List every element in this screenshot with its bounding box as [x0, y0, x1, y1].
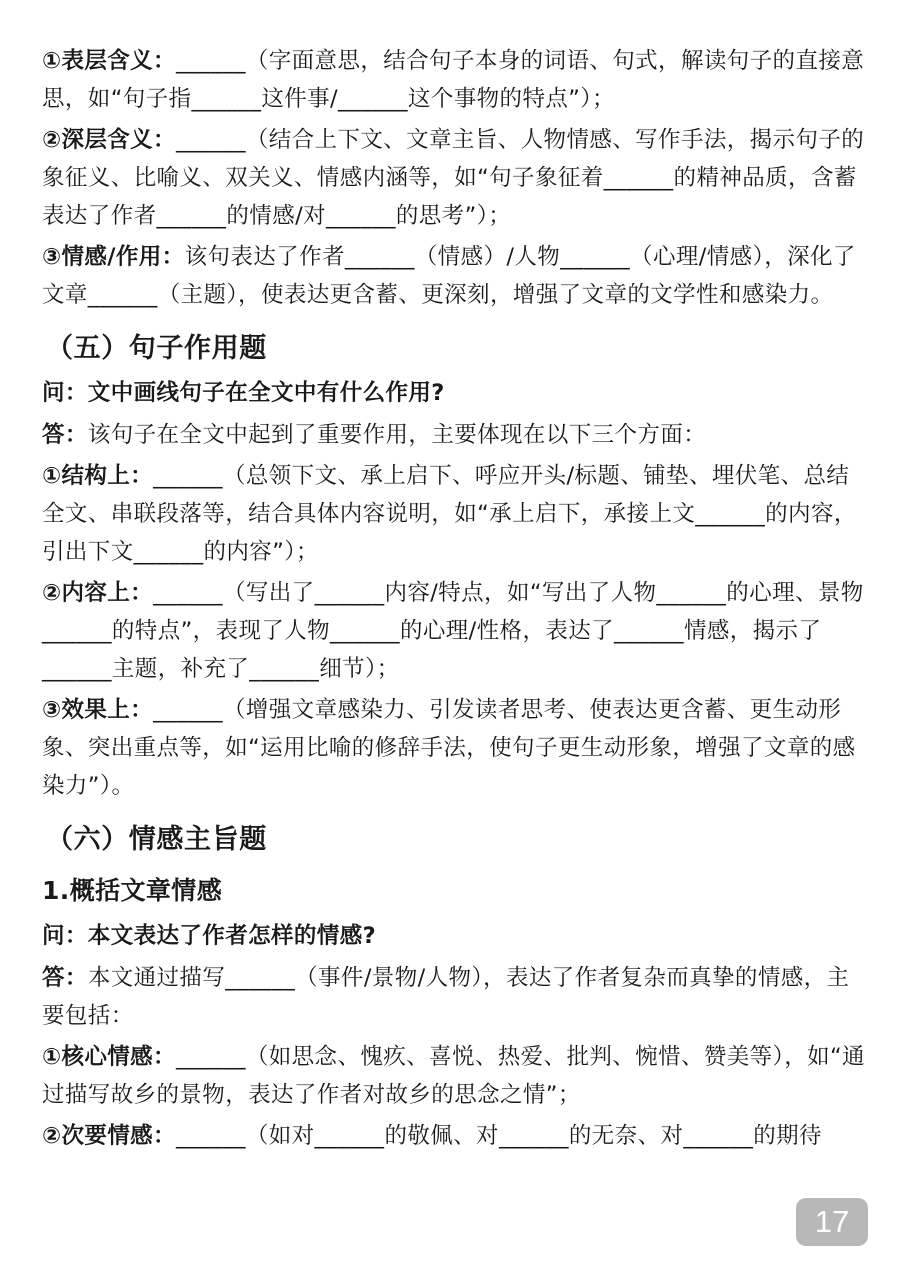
- secondary-emotion-text: ______（如对______的敬佩、对______的无奈、对______的期待: [175, 1123, 822, 1149]
- core-emotion-text: ______（如思念、愧疚、喜悦、热爱、批判、惋惜、赞美等），如“通过描写故乡的景物，表达了作者对故乡的思念之情”；: [42, 1044, 865, 1108]
- answer-5-label: 答：: [42, 422, 88, 448]
- section-5-heading: （五）句子作用题: [46, 333, 267, 364]
- content-item: [42, 574, 866, 688]
- effect-label: ③效果上：: [42, 697, 154, 723]
- document-page: [42, 42, 866, 1155]
- question-5: 问：文中画线句子在全文中有什么作用?: [42, 380, 445, 406]
- content-label: ②内容上：: [42, 580, 154, 606]
- subsection-1-heading: 1.概括文章情感: [42, 876, 223, 905]
- answer-6: [42, 959, 866, 1035]
- effect-text: ______（增强文章感染力、引发读者思考、使表达更含蓄、更生动形象、突出重点等，如“运用比喻的修辞手法，使句子更生动形象，增强了文章的感染力”）。: [42, 697, 856, 799]
- structure-text: ______（总领下文、承上启下、呼应开头/标题、铺垫、埋伏笔、总结全文、串联段落等，结合具体内容说明，如“承上启下，承接上文______的内容，引出下文______的内容”）；: [42, 463, 857, 565]
- structure-label: ①结构上：: [42, 463, 154, 489]
- deep-meaning-text: ______（结合上下文、文章主旨、人物情感、写作手法，揭示句子的象征义、比喻义、双关义、情感内涵等，如“句子象征着______的精神品质，含蓄表达了作者______的情感/对______的思考”）；: [42, 127, 865, 229]
- deep-meaning-label: ②深层含义：: [42, 127, 176, 153]
- section-6-heading: （六）情感主旨题: [46, 824, 267, 855]
- secondary-emotion-label: ②次要情感：: [42, 1123, 176, 1149]
- deep-meaning-item: [42, 121, 866, 235]
- emotion-effect-text: 该句表达了作者______（情感）/人物______（心理/情感），深化了文章______（主题），使表达更含蓄、更深刻，增强了文章的文学性和感染力。: [42, 244, 856, 308]
- answer-5-text: 该句子在全文中起到了重要作用，主要体现在以下三个方面：: [87, 422, 707, 448]
- core-emotion-label: ①核心情感：: [42, 1044, 176, 1070]
- emotion-effect-label: ③情感/作用：: [42, 244, 185, 270]
- surface-meaning-text: ______（字面意思，结合句子本身的词语、句式，解读句子的直接意思，如“句子指______这件事/______这个事物的特点”）；: [42, 48, 865, 112]
- page-number-badge: 17: [796, 1198, 868, 1246]
- surface-meaning-label: ①表层含义：: [42, 48, 176, 74]
- answer-6-text: 本文通过描写______（事件/景物/人物），表达了作者复杂而真挚的情感，主要包括：: [42, 965, 850, 1029]
- emotion-effect-item: [42, 238, 866, 314]
- question-6: 问：本文表达了作者怎样的情感?: [42, 923, 377, 949]
- content-text: ______（写出了______内容/特点，如“写出了人物______的心理、景物______的特点”，表现了人物______的心理/性格，表达了______情感，揭示了______主题，补充了______细节）；: [42, 580, 864, 682]
- secondary-emotion-item: [42, 1117, 866, 1155]
- answer-5: [42, 416, 866, 454]
- answer-6-label: 答：: [42, 965, 88, 991]
- structure-item: [42, 457, 866, 571]
- effect-item: [42, 691, 866, 805]
- core-emotion-item: [42, 1038, 866, 1114]
- surface-meaning-item: [42, 42, 866, 118]
